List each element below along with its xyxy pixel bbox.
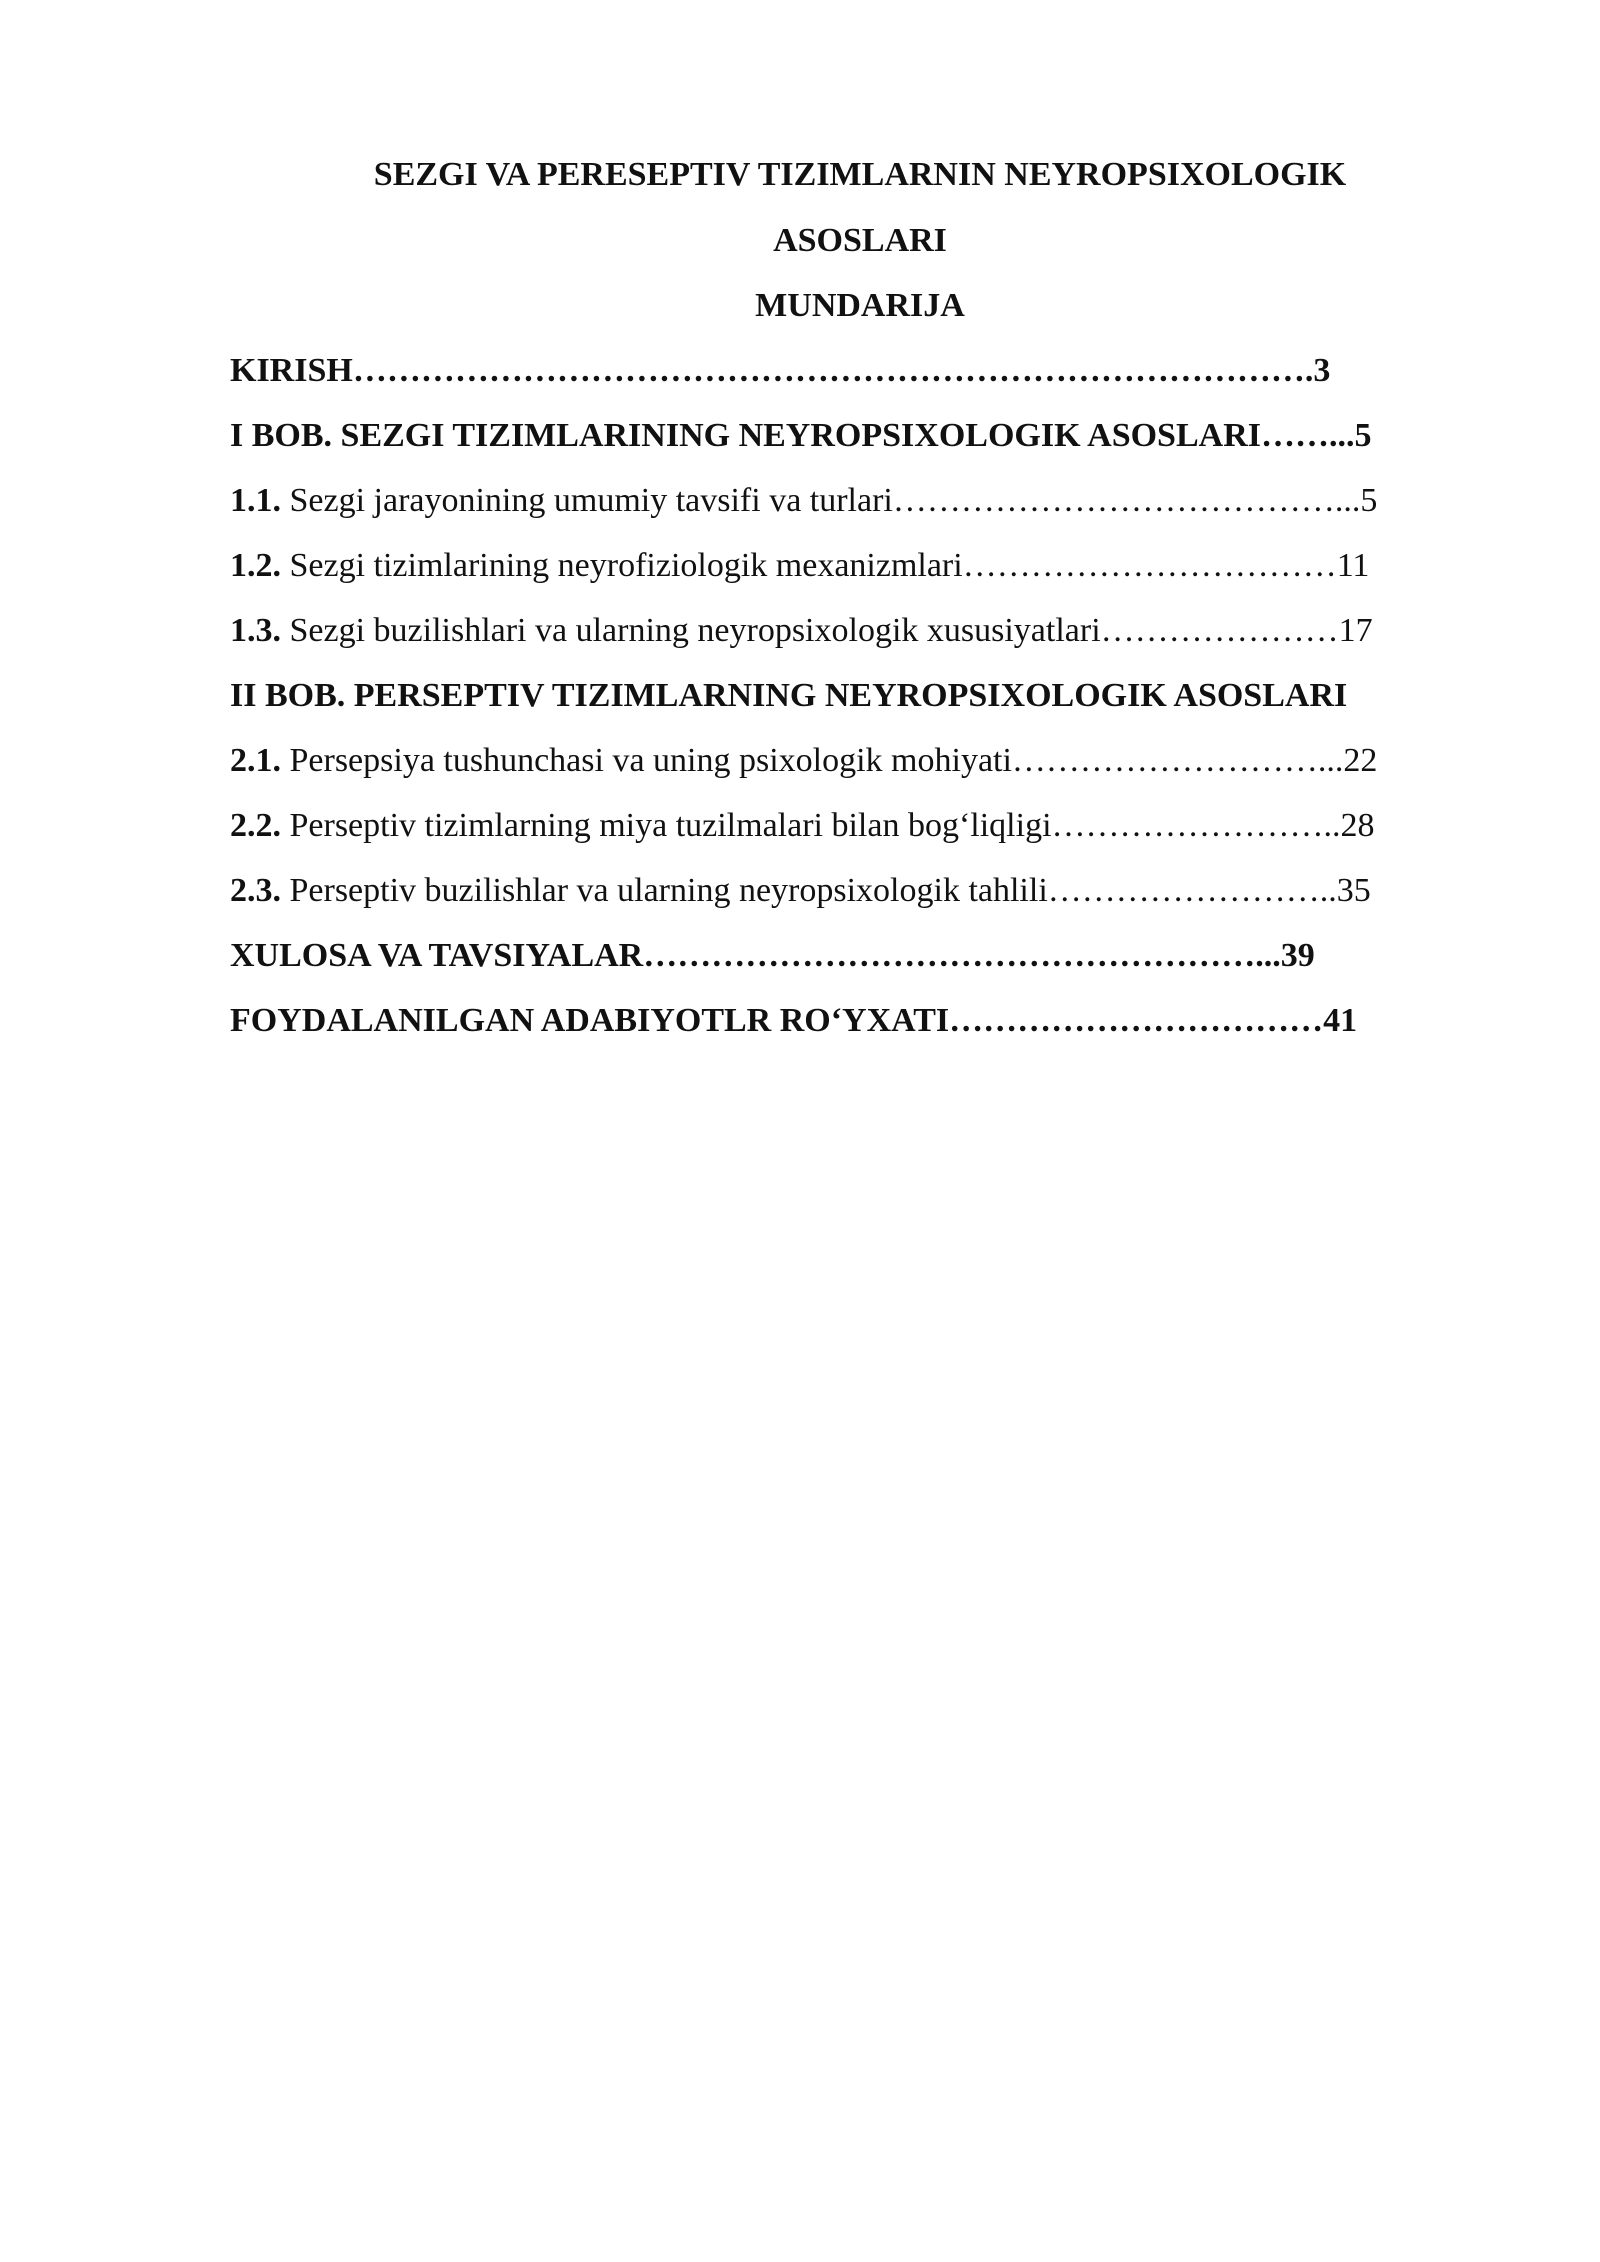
toc-entry-chapter-1 (230, 416, 1490, 456)
toc-entry-chapter-2 (230, 676, 1490, 716)
toc-entry-references (230, 1001, 1490, 1041)
toc-entry-number: 1.3. (230, 612, 281, 649)
contents-heading: MUNDARIJA (755, 287, 965, 324)
toc-entry-conclusion (230, 936, 1490, 976)
toc-entry-text: I BOB. SEZGI TIZIMLARINING NEYROPSIXOLOGIK ASOSLARI……...5 (230, 417, 1372, 454)
toc-entry-number: 2.2. (230, 807, 281, 844)
toc-entry-number: 1.1. (230, 482, 281, 519)
toc-entry-section-1-1 (230, 481, 1490, 521)
toc-entry-section-1-2 (230, 546, 1490, 586)
toc-entry-text: XULOSA VA TAVSIYALAR………………………………………………...39 (230, 937, 1315, 974)
toc-entry-text: Perseptiv buzilishlar va ularning neyropsixologik tahlili……………………..35 (281, 872, 1371, 909)
toc-entry-text: Perseptiv tizimlarning miya tuzilmalari bilan bog‘liqligi……………………..28 (281, 807, 1375, 844)
toc-entry-number: 1.2. (230, 547, 281, 584)
toc-entry-text: Sezgi buzilishlari va ularning neyropsixologik xususiyatlari…………………17 (281, 612, 1373, 649)
toc-entry-section-2-3 (230, 871, 1490, 911)
toc-entry-text: Persepsiya tushunchasi va uning psixologik mohiyati………………………...22 (281, 742, 1378, 779)
toc-entry-number: 2.3. (230, 872, 281, 909)
toc-entry-section-1-3 (230, 611, 1490, 651)
toc-entry-text: Sezgi tizimlarining neyrofiziologik mexanizmlari……………………………11 (281, 547, 1370, 584)
document-title-line-2: ASOSLARI (773, 222, 947, 259)
toc-entry-text: Sezgi jarayonining umumiy tavsifi va turlari…………………………………...5 (281, 482, 1378, 519)
document-title-line-1: SEZGI VA PERESEPTIV TIZIMLARNIN NEYROPSIXOLOGIK (373, 156, 1347, 193)
toc-entry-text: KIRISH………………………………………………………………………….3 (230, 352, 1331, 389)
toc-entry-text: II BOB. PERSEPTIV TIZIMLARNING NEYROPSIXOLOGIK ASOSLARI (230, 677, 1348, 714)
toc-entry-number: 2.1. (230, 742, 281, 779)
toc-entry-introduction (230, 351, 1490, 391)
toc-entry-text: FOYDALANILGAN ADABIYOTLR RO‘YXATI……………………………41 (230, 1002, 1358, 1039)
toc-entry-section-2-2 (230, 806, 1490, 846)
toc-entry-section-2-1 (230, 741, 1490, 781)
